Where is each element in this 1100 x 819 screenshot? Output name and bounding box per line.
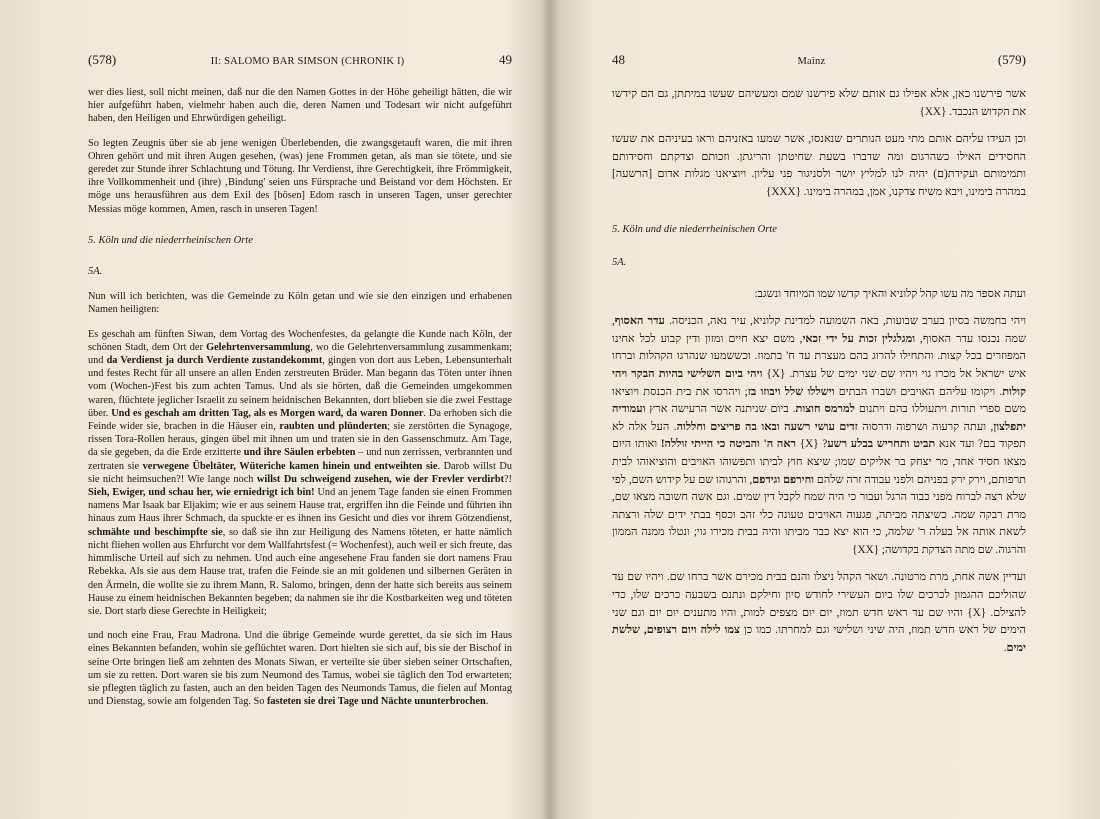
bold-quotation: זדים עושי רשעה ובאו בה פריצים וחללוה	[676, 420, 858, 433]
left-running-head: II: SALOMO BAR SIMSON (CHRONIK I)	[210, 56, 405, 67]
bold-quotation: raubten und plünderten	[279, 421, 388, 433]
left-body-text	[88, 290, 512, 708]
text-run: אשר פירשנו כאן, אלא אפילו גם אותם שלא פירשנו שמם ומעשיהם שעשו במיתתן, גם הם קידשו את הקדוש הנכבד. {XX}	[612, 88, 1026, 118]
text-run: ויהי בחמשה בסיון בערב שבועות, באה השמועה למדינת קלוניא, עיר נאה, הכניסה.	[664, 315, 1026, 328]
text-run: Und an jenem Tage fanden sie einen Frommen namens Mar Isaak bar Eljakim; wie er aus seinem Hause trat, ergriffen ihn die Feinde und führten ihn hinaus zum Haus ihrer Schmach, da spuckte er es ihnen ins Gesicht und dies vor ihrem Götzendienst,	[88, 487, 512, 525]
text-run: , wo die Gelehrtenversammlung zusammenkam; und	[88, 341, 512, 367]
text-run: wer dies liest, soll nicht meinen, daß nur die den Namen Gottes in der Höhe geheiligt hätten, die wir hier aufgeführt haben, vielmehr haben auch die, deren Namen und Todesart wir nicht aufgeführt haben, den Heiligen und Ehrwürdigen geheiligt.	[88, 87, 512, 125]
text-run: ואותו היום מצאו חסיד אחד, מר יצחק בר אליקים שמו; שיצא חוץ לביתו ותפשוהו האויבים והוציאוהו לבית תרפותם, וירק ירק בפניהם ולפני עבודה זרה שלהם	[612, 438, 1027, 486]
bold-quotation: למרמס חוצות	[795, 403, 855, 416]
hebrew-paragraph	[612, 86, 1026, 121]
text-run: , משם יצא חיים ומזון ודין קבוע לכל אחינו המפוזרים בכל קצות. והתחילו להרוג בהם מעצרת עד ח' בתמוז. וכששמעו שנהרגו הקהלות וברחו איש ישראל אל מכרו גוי ויהיו שם שני ימים של עצרת. {X}	[612, 332, 1026, 380]
left-section-number: 5A.	[88, 266, 103, 278]
text-run: .	[1003, 641, 1007, 654]
bold-quotation: וישללו שלל ויבוזו בז	[747, 385, 835, 398]
text-run: . ביום שניתנה אשר הרעישה ארץ	[645, 403, 796, 416]
text-run: . העל אלה לא תפקוד בם? ועד אנא	[612, 420, 1026, 451]
bold-quotation: schmähte und beschimpfte sie	[88, 526, 223, 538]
text-run: , והרגוהו שם על קידוש השם, לפי שלא רצה לברוח מפני כבוד הרגל ועבור כי היה שמח לקבל דין שמים. וגם אשה חשובה מצאו שם, מרת רבקה שמה. כשיצתה מביתה, פגעוה האויבים טעונה כלי זהב וכסף בבתי ידים שלה ורצתה לשאת אותה אל בעלה ר' שלמה, כי הוא יצא כבר מביתו והיה בבית מכירו גוי; ונטלו ממנה הממון והרגוה. שם מתה הצדקת בקדושה; {XX}	[612, 473, 1026, 556]
left-page-number: 49	[499, 52, 512, 67]
text-run: . Da erhoben sich die Feinde wider sie, brachen in die Häuser ein,	[88, 407, 512, 433]
bold-quotation: ויהי ביום השלישי בהיות הבקר ויהי קולות	[612, 367, 1026, 398]
text-run: , ועתה קרעוה ושרפוה ודרסוה	[857, 420, 994, 433]
bold-quotation: תביט ותחריש בבלע רשע	[827, 438, 936, 451]
hebrew-paragraph	[612, 569, 1026, 657]
bold-quotation: verwegene Übeltäter, Wüteriche kamen hinein und entweihten sie	[142, 460, 438, 472]
text-run: ; sie zerstörten die Synagoge, rissen Tora-Rollen heraus, gingen übel mit ihnen um und traten sie in den Gassenschmutz. Am Tage, da sie gegeben, da die Erde erzitterte	[88, 421, 512, 459]
left-paragraph	[88, 86, 512, 126]
left-section-title: 5. Köln und die niederrheinischen Orte	[88, 234, 253, 246]
right-body-text	[612, 286, 1026, 658]
text-run: וכן העידו עליהם אותם מתי מעט הנותרים שנאנסו, אשר שמעו באזניהם וראו בעיניהם את שעשו החסידים האילו כשהרגום ומה שדברו בשעת שחיטתן והריגתן. וזכותם וצדקתם וחסידותם ותמימותם ועקידת(ם) יהיה לנו למליץ יושר ולסניגור פני עליון. ויוציאנו מגלות אדום [הרשעה] במהרה בימינו, ויבא משיח צדקנו, אמן, במהרה בימינו. {XXX}	[612, 133, 1026, 198]
right-section-title: 5. Köln und die niederrheinischen Orte	[612, 223, 777, 235]
left-paragraph	[88, 328, 512, 618]
left-paragraph	[88, 629, 512, 708]
bold-quotation: צמו לילה ויום רצופים, שלשת ימים	[612, 624, 1026, 654]
right-page-header	[612, 52, 1026, 68]
text-run: ועדיין אשה אחת, מרת מרטונה. ושאר הקהל ניצלו והנם בבית מכירם אשר ברחו שם. ויהיו שם עד שהוליכם ההגמון לכרכים שלו ביום העשירי לחודש סיון וחילקם ונתנם בשבעה כרכים שלו, כדי להצילם. {X} והיו שם עד ראש חדש תמוז, יום יום מצפים למות, והיו מתענים יום יום וגם שני הימים של ראש חדש תמוז, היה שיני ושלישי וגם למחרתו. כמו כן	[612, 571, 1026, 637]
bold-quotation: וחירפם וגידפם	[752, 473, 815, 486]
text-run: , so daß sie ihn zur Heiligung des Namens töteten, er hatte nämlich nicht fliehen wollen aus Ehrfurcht vor dem Wallfahrtsfest (= Wochenfest), auch weil er sich freute, das himmlische Urteil auf sich zu nehmen. Und auch eine angesehene Frau fanden sie dort namens Frau Rebekka. Als sie aus dem Hause trat, trafen die Feinde sie an mit goldenen und silbernen Geräten in den Ärmeln, die wollte sie zu ihrem Mann, R. Salomo, bringen, denn der hatte sich bereits aus seinem Hause zu einem heidnischen Bekannten begeben; da nahmen sie ihr die Kostbarkeiten weg und töteten sie. Dort starb diese Gerechte in Heiligkeit;	[88, 526, 512, 617]
text-run: .	[485, 696, 489, 708]
text-run: . ויקומו עליהם האויבים ושברו הבתים	[834, 385, 1003, 398]
text-run: und noch eine Frau, Frau Madrona. Und die übrige Gemeinde wurde gerettet, da sie sich im Haus eines Bekannten befanden, wohin sie geflüchtet waren. Dort hielten sie sich auf, bis sie der Bischof in seine Orte bringen ließ am zehnten des Monats Siwan, er verteilte sie über sieben seiner Ortschaften, um sie zu retten. Dort waren sie bis zum Neumond des Tamus, wobei sie täglich den Tod erwarteten; sie pflegten täglich zu fasten, auch an den beiden Tagen des Neumonds Tamus, die fielen auf Montag und Dienstag, sowie am folgenden Tag. So	[88, 630, 512, 708]
left-paragraph	[88, 137, 512, 216]
left-paragraph	[88, 290, 512, 316]
right-page-number-parenthetical: (579)	[997, 52, 1026, 67]
bold-quotation: fasteten sie drei Tage und Nächte ununterbrochen	[266, 696, 486, 708]
text-run: So legten Zeugnis über sie ab jene wenigen Überlebenden, die zwangsgetauft waren, die mit ihren Ohren gehört und mit ihren Augen gesehen, (was) jene Frommen getan, als man sie tötete, und sie geredet zur Stunde ihrer Schlachtung und Tötung. Ihr Verdienst, ihre Gerechtigkeit, ihre Frömmigkeit, ihre Vollkommenheit und (ihre) ‚Bindung' seien uns Fürsprache und Beistand vor dem Höchsten. Er möge uns herausführen aus dem Exil des [bösen] Edom rasch in unseren Tagen, unser gerechter Messias möge kommen, Amen, rasch in unseren Tagen!	[88, 137, 512, 215]
hebrew-paragraph	[612, 313, 1026, 559]
text-run: ?!	[504, 473, 512, 485]
text-run: ? {X}	[796, 438, 828, 451]
text-run: Es geschah am fünften Siwan, dem Vortag des Wochenfestes, da gelangte die Kunde nach Köln, der schönen Stadt, dem Ort der	[88, 328, 512, 353]
left-page-header	[88, 52, 512, 68]
right-page	[550, 0, 1100, 819]
bold-quotation: Sieh, Ewiger, und schau her, wie erniedrigt ich bin!	[88, 487, 315, 499]
right-running-head: Mainz	[797, 56, 826, 67]
text-run: , שמה נכנסו עדר האסוף,	[612, 315, 1026, 345]
right-section-number: 5A.	[612, 256, 627, 268]
right-intro-text	[612, 86, 1026, 202]
text-run: ועתה אספר מה עשו קהל קלוניא והאיך קדשו שמו המיוחד ונשגב:	[754, 287, 1026, 300]
right-page-number: 48	[612, 52, 625, 67]
bold-quotation: ראה ה' והביטה כי הייתי זוללה!	[660, 438, 797, 451]
text-run: Nun will ich berichten, was die Gemeinde zu Köln getan und wie sie den einzigen und erhabenen Namen heiligten:	[88, 291, 512, 316]
bold-quotation: עדר האסוף	[614, 315, 665, 328]
text-run: . Darob willst Du sie nicht heimsuchen?! Wie lange noch	[88, 460, 512, 485]
bold-quotation: Gelehrtenversammlung	[206, 341, 311, 353]
hebrew-paragraph	[612, 131, 1026, 201]
bold-quotation: Und es geschah am dritten Tag, als es Morgen ward, da waren Donner	[111, 407, 424, 419]
text-run: , gingen von dort aus Leben, Lebensunterhalt und festes Recht für all unsere an allen Enden zerstreuten Brüder. Man begann das Töten unter ihnen vom (Wochen-)Fest bis zum achten Tamus. Und als sie hörten, daß die Gemeinden umgekommen waren, flüchtete jeglicher Israelit zu seinem heidnischen Bekannten, dort blieben sie die zwei Festtage über.	[88, 355, 512, 419]
hebrew-paragraph	[612, 286, 1026, 304]
text-run: – und nun zerrissen, verbrannten und zertraten sie	[88, 447, 512, 472]
bold-quotation: ומגלגלין זכות על ידי זכאי	[802, 332, 916, 345]
bold-quotation: und ihre Säulen erbebten	[243, 447, 356, 459]
left-page-number-parenthetical: (578)	[88, 52, 117, 67]
bold-quotation: ועמודיה יתפלצון	[612, 403, 1026, 433]
bold-quotation: da Verdienst ja durch Verdiente zustandekommt	[106, 355, 323, 367]
left-intro-text	[88, 86, 512, 216]
bold-quotation: willst Du schweigend zusehen, wie der Frevler verdirbt	[256, 473, 504, 485]
text-run: ; ויהרסו את בית הכנסת ויוציאו משם ספרי תורות ויתעוללו בהם ויתנום	[612, 385, 1027, 416]
